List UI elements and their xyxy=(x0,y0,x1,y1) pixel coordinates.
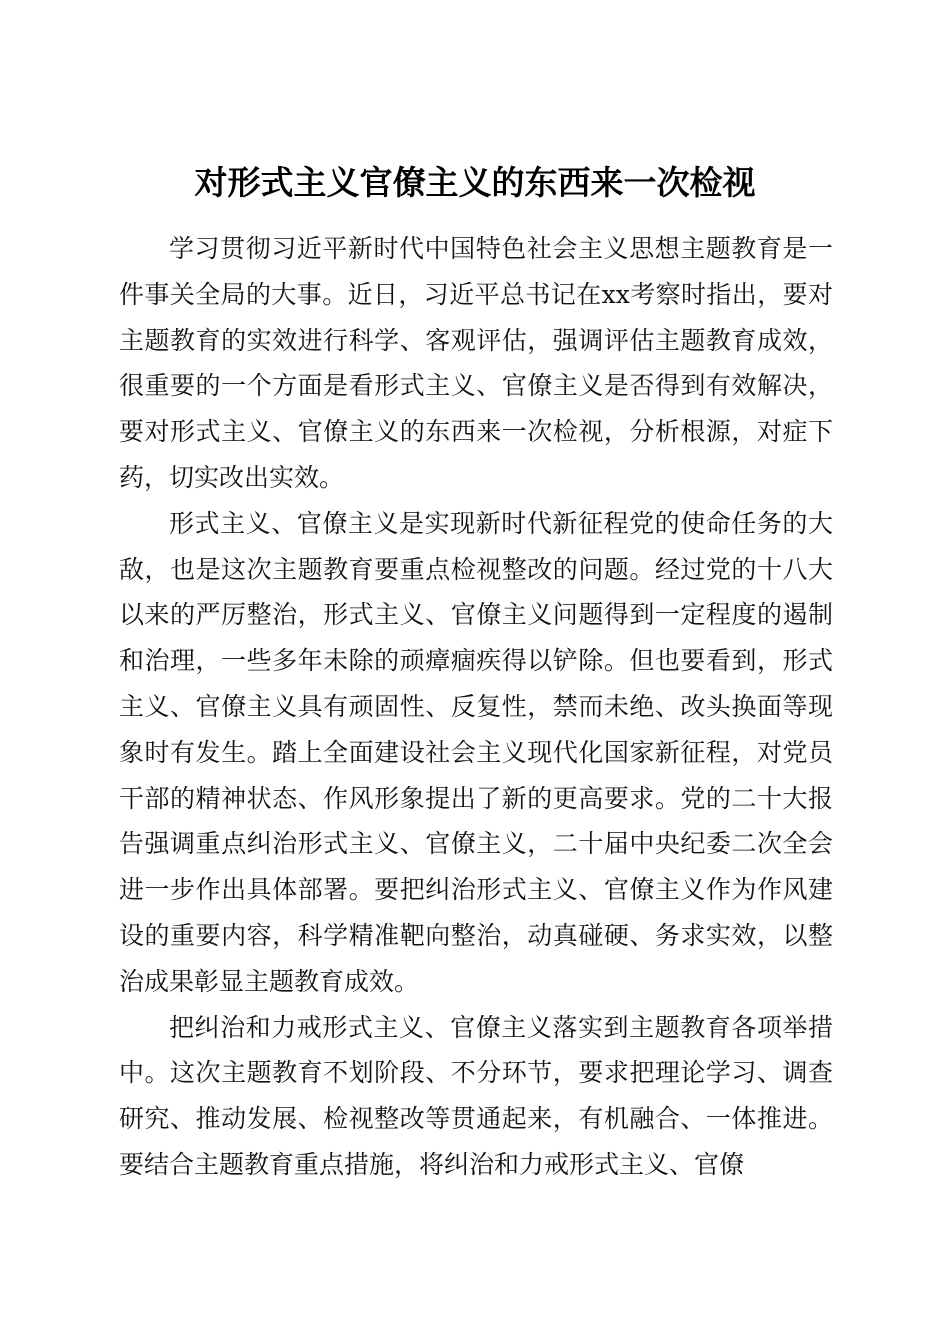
document-body xyxy=(119,226,833,1188)
paragraph-2: 形式主义、官僚主义是实现新时代新征程党的使命任务的大敌，也是这次主题教育要重点检视整改的问题。经过党的十八大以来的严厉整治，形式主义、官僚主义问题得到一定程度的遏制和治理，一些多年未除的顽瘴痼疾得以铲除。但也要看到，形式主义、官僚主义具有顽固性、反复性，禁而未绝、改头换面等现象时有发生。踏上全面建设社会主义现代化国家新征程，对党员干部的精神状态、作风形象提出了新的更高要求。党的二十大报告强调重点纠治形式主义、官僚主义，二十届中央纪委二次全会进一步作出具体部署。要把纠治形式主义、官僚主义作为作风建设的重要内容，科学精准靶向整治，动真碰硬、务求实效，以整治成果彰显主题教育成效。 xyxy=(119,508,833,996)
paragraph-3: 把纠治和力戒形式主义、官僚主义落实到主题教育各项举措中。这次主题教育不划阶段、不分环节，要求把理论学习、调查研究、推动发展、检视整改等贯通起来，有机融合、一体推进。要结合主题教育重点措施，将纠治和力戒形式主义、官僚 xyxy=(119,1012,833,1179)
document-title: 对形式主义官僚主义的东西来一次检视 xyxy=(194,163,756,203)
paragraph-1: 学习贯彻习近平新时代中国特色社会主义思想主题教育是一件事关全局的大事。近日，习近平总书记在xx考察时指出，要对主题教育的实效进行科学、客观评估，强调评估主题教育成效，很重要的一个方面是看形式主义、官僚主义是否得到有效解决，要对形式主义、官僚主义的东西来一次检视，分析根源，对症下药，切实改出实效。 xyxy=(119,234,833,492)
